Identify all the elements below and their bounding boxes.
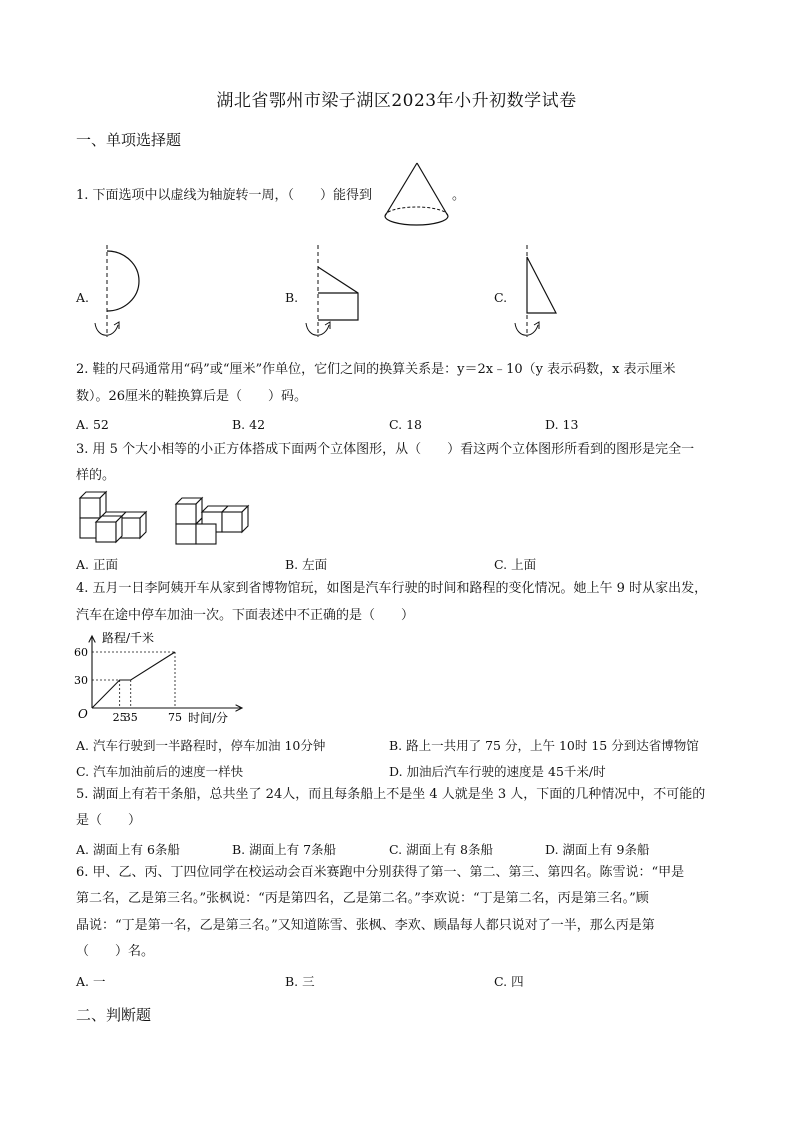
- q6-option-b: B. 三: [285, 974, 315, 989]
- q5-option-b: B. 湖面上有 7条船: [232, 842, 337, 857]
- cone-figure: [382, 160, 452, 232]
- q2-option-d: D. 13: [545, 417, 579, 432]
- question-6-line-3: 晶说：“丁是第一名，乙是第三名。”又知道陈雪、张枫、李欢、顾晶每人都只说对了一半，那么丙是第: [76, 918, 655, 933]
- q3-option-c: C. 上面: [494, 557, 537, 572]
- section-heading-true-false: 二、判断题: [76, 1006, 152, 1024]
- question-3-line-1: 3. 用 5 个大小相等的小正方体搭成下面两个立体图形，从（ ）看这两个立体图形所看到的图形是完全一: [76, 442, 695, 457]
- q1-option-b-label: B.: [285, 290, 299, 305]
- q4-option-d: D. 加油后汽车行驶的速度是 45千米/时: [389, 764, 606, 779]
- q5-option-d: D. 湖面上有 9条船: [545, 842, 650, 857]
- y-tick-label: 60: [74, 646, 88, 659]
- q5-option-a: A. 湖面上有 6条船: [76, 842, 180, 857]
- q1-option-a-semicircle-figure: [92, 245, 152, 345]
- q2-option-c: C. 18: [389, 417, 422, 432]
- q3-cube-figure-1: [76, 490, 156, 548]
- q6-option-c: C. 四: [494, 974, 524, 989]
- question-2-line-2: 数）。26厘米的鞋换算后是（ ）码。: [76, 389, 308, 404]
- x-axis-label: 时间/分: [188, 711, 229, 725]
- q4-option-b: B. 路上一共用了 75 分，上午 10时 15 分到达省博物馆: [389, 738, 699, 753]
- q4-distance-time-chart: [70, 628, 260, 728]
- q6-option-a: A. 一: [76, 974, 106, 989]
- question-5-line-2: 是（ ）: [76, 813, 142, 828]
- question-4-line-1: 4. 五月一日李阿姨开车从家到省博物馆玩，如图是汽车行驶的时间和路程的变化情况。她上午 9 时从家出发，: [76, 581, 708, 596]
- q3-cube-figure-2: [176, 490, 266, 548]
- x-tick-label: 35: [123, 711, 138, 724]
- q3-option-b: B. 左面: [285, 557, 328, 572]
- q5-option-c: C. 湖面上有 8条船: [389, 842, 493, 857]
- question-5-line-1: 5. 湖面上有若干条船，总共坐了 24人，而且每条船上不是坐 4 人就是坐 3 人，下面的几种情况中，不可能的: [76, 787, 706, 802]
- q1-option-a-label: A.: [76, 290, 90, 305]
- question-6-line-4: （ ）名。: [76, 944, 155, 959]
- question-4-line-2: 汽车在途中停车加油一次。下面表述中不正确的是（ ）: [76, 608, 415, 623]
- origin-label: O: [78, 707, 88, 721]
- q4-option-c: C. 汽车加油前后的速度一样快: [76, 764, 244, 779]
- y-tick-label: 30: [74, 674, 88, 687]
- y-axis-label: 路程/千米: [102, 631, 155, 645]
- question-2-line-1: 2. 鞋的尺码通常用“码”或“厘米”作单位，它们之间的换算关系是：y＝2x﹣10（y 表示码数，x 表示厘米: [76, 362, 676, 377]
- q2-option-a: A. 52: [76, 417, 109, 432]
- question-6-line-2: 第二名，乙是第三名。”张枫说：“丙是第四名，乙是第二名。”李欢说：“丁是第二名，丙是第三名。”顾: [76, 891, 649, 906]
- q1-option-c-label: C.: [494, 290, 508, 305]
- question-3-line-2: 样的。: [76, 468, 116, 483]
- x-tick-label: 75: [168, 711, 182, 724]
- x-tick-label: 25: [112, 711, 127, 724]
- q2-option-b: B. 42: [232, 417, 266, 432]
- question-6-line-1: 6. 甲、乙、丙、丁四位同学在校运动会百米赛跑中分别获得了第一、第二、第三、第四名。陈雪说：“甲是: [76, 865, 685, 880]
- q1-option-b-trapezoid-figure: [303, 245, 373, 345]
- page-title: 湖北省鄂州市梁子湖区2023年小升初数学试卷: [216, 91, 577, 111]
- question-1-tail: 。: [452, 188, 466, 203]
- q1-option-c-triangle-figure: [512, 245, 572, 345]
- section-heading-single-choice: 一、单项选择题: [76, 131, 182, 149]
- q4-option-a: A. 汽车行驶到一半路程时，停车加油 10分钟: [76, 738, 326, 753]
- question-1-text: 1. 下面选项中以虚线为轴旋转一周，（ ）能得到: [76, 188, 373, 203]
- q3-option-a: A. 正面: [76, 557, 118, 572]
